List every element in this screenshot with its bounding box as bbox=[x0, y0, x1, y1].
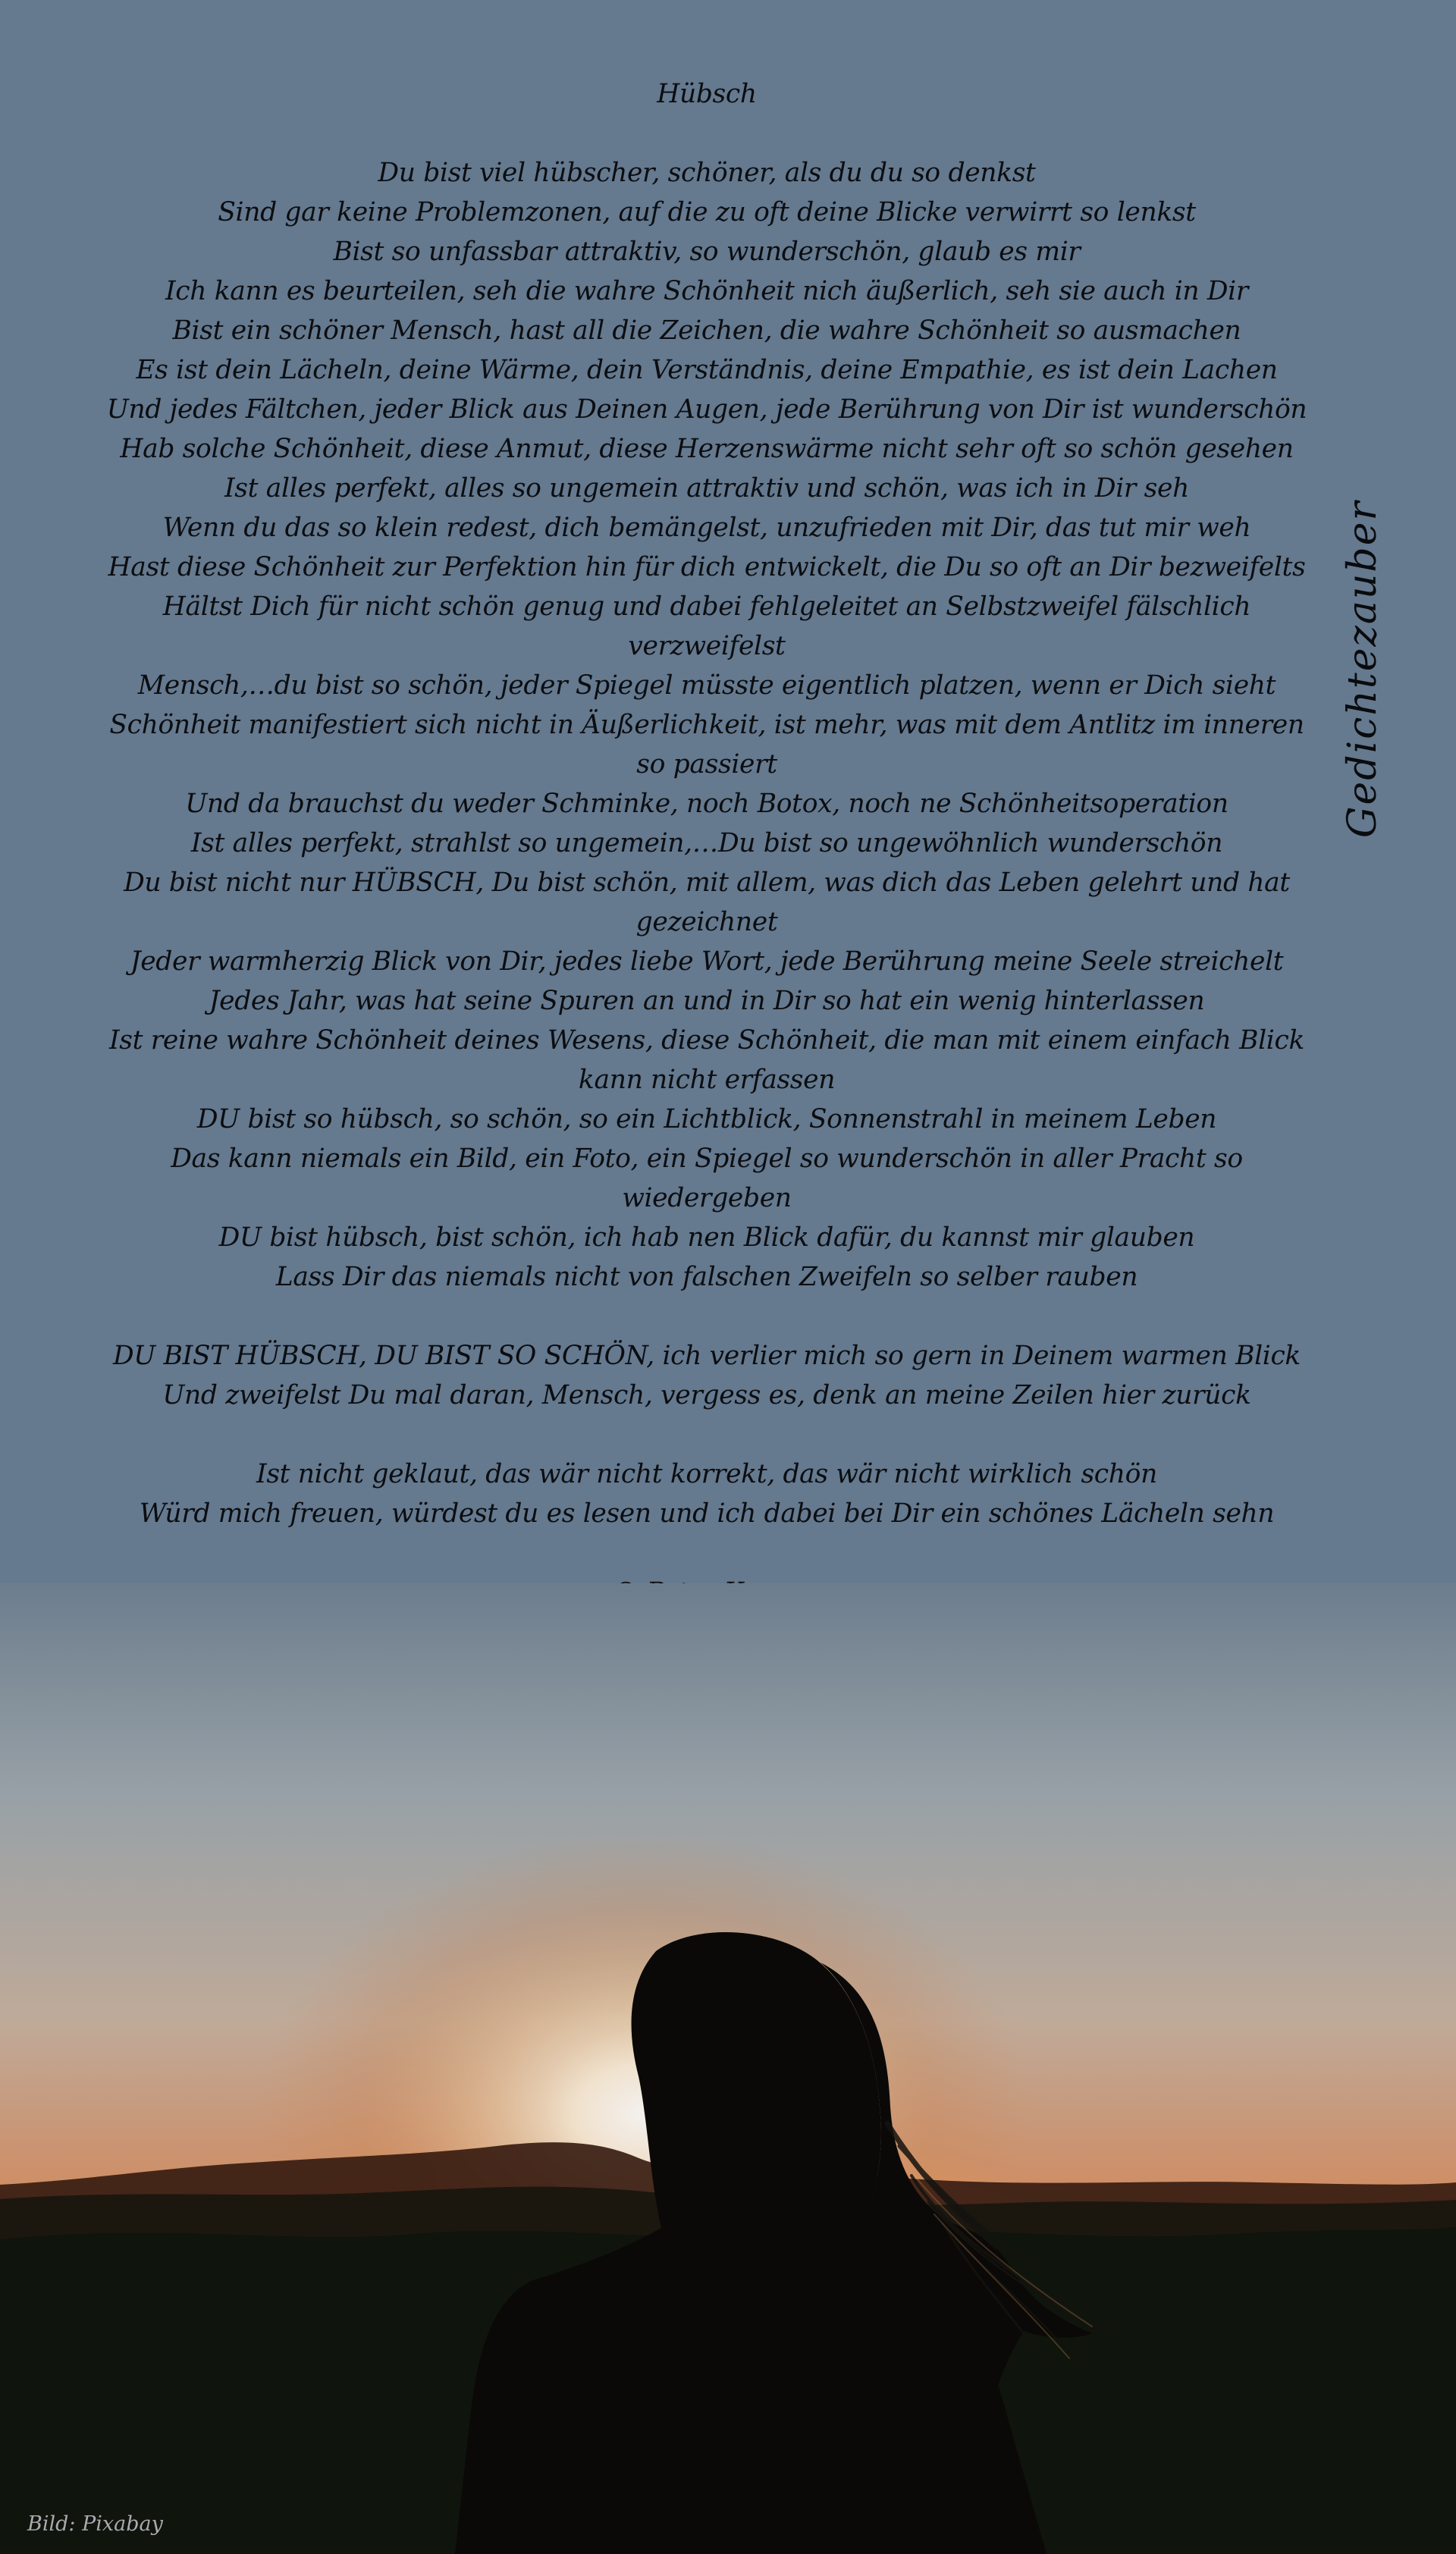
poem-line: Und da brauchst du weder Schminke, noch Botox, noch ne Schönheitsoperation bbox=[185, 789, 1228, 819]
poem-line: Es ist dein Lächeln, deine Wärme, dein Verständnis, deine Empathie, es ist dein Lachen bbox=[136, 355, 1278, 385]
poem-line: Bist so unfassbar attraktiv, so wunderschön, glaub es mir bbox=[333, 237, 1081, 267]
poem-line: Hab solche Schönheit, diese Anmut, diese Herzenswärme nicht sehr oft so schön gesehen bbox=[120, 434, 1294, 464]
poem-stanza bbox=[106, 153, 1307, 1297]
poem-line: Ist alles perfekt, strahlst so ungemein,…Du bist so ungewöhnlich wunderschön bbox=[190, 828, 1223, 858]
poem-line: Du bist viel hübscher, schöner, als du du so denkst bbox=[378, 158, 1036, 188]
poem-line: Ich kann es beurteilen, seh die wahre Schönheit nich äußerlich, seh sie auch in Dir bbox=[165, 276, 1249, 306]
poem-line: Lass Dir das niemals nicht von falschen Zweifeln so selber rauben bbox=[275, 1262, 1138, 1292]
sunset-silhouette-illustration bbox=[0, 1583, 1456, 2554]
poem-stanza bbox=[106, 1336, 1307, 1415]
poem-line: Das kann niemals ein Bild, ein Foto, ein Spiegel so wunderschön in aller Pracht so wiedergeben bbox=[171, 1144, 1243, 1213]
poem-line: Hältst Dich für nicht schön genug und dabei fehlgeleitet an Selbstzweifel fälschlich verzweifelst bbox=[162, 591, 1251, 661]
poem-stanza bbox=[106, 1454, 1307, 1533]
photo-credit: Bild: Pixabay bbox=[27, 2512, 163, 2536]
poem-line: Ist reine wahre Schönheit deines Wesens, diese Schönheit, die man mit einem einfach Blick kann nicht erfassen bbox=[108, 1025, 1305, 1095]
poem-line: Und zweifelst Du mal daran, Mensch, vergess es, denk an meine Zeilen hier zurück bbox=[162, 1380, 1251, 1410]
poem-line: Jeder warmherzig Blick von Dir, jedes liebe Wort, jede Berührung meine Seele streichelt bbox=[130, 946, 1284, 977]
poem-stanzas bbox=[106, 153, 1307, 1533]
poem-line: Schönheit manifestiert sich nicht in Äußerlichkeit, ist mehr, was mit dem Antlitz im inneren so passiert bbox=[109, 710, 1304, 780]
poem-title: Hübsch bbox=[657, 79, 757, 109]
poem-text bbox=[106, 74, 1307, 1612]
poem-line: Sind gar keine Problemzonen, auf die zu oft deine Blicke verwirrt so lenkst bbox=[218, 197, 1196, 227]
poem-line: Du bist nicht nur HÜBSCH, Du bist schön, mit allem, was dich das Leben gelehrt und hat gezeichnet bbox=[124, 868, 1290, 937]
poem-line: DU BIST HÜBSCH, DU BIST SO SCHÖN, ich verlier mich so gern in Deinem warmen Blick bbox=[113, 1341, 1301, 1371]
poem-line: Mensch,…du bist so schön, jeder Spiegel müsste eigentlich platzen, wenn er Dich sieht bbox=[137, 670, 1276, 701]
poem-line: DU bist hübsch, bist schön, ich hab nen Blick dafür, du kannst mir glauben bbox=[218, 1222, 1195, 1253]
poem-line: Ist alles perfekt, alles so ungemein attraktiv und schön, was ich in Dir seh bbox=[224, 473, 1189, 504]
poem-line: Und jedes Fältchen, jeder Blick aus Deinen Augen, jede Berührung von Dir ist wunderschön bbox=[106, 394, 1307, 425]
poem-line: Hast diese Schönheit zur Perfektion hin für dich entwickelt, die Du so oft an Dir bezweifelts bbox=[108, 552, 1306, 582]
poem-line: Ist nicht geklaut, das wär nicht korrekt, das wär nicht wirklich schön bbox=[256, 1459, 1157, 1489]
signature-logo: Gedichtezauber bbox=[1340, 500, 1385, 838]
poem-line: Würd mich freuen, würdest du es lesen und ich dabei bei Dir ein schönes Lächeln sehn bbox=[139, 1498, 1275, 1529]
poem-line: Jedes Jahr, was hat seine Spuren an und in Dir so hat ein wenig hinterlassen bbox=[209, 986, 1205, 1016]
poem-line: Wenn du das so klein redest, dich bemängelst, unzufrieden mit Dir, das tut mir weh bbox=[162, 513, 1251, 543]
poem-line: Bist ein schöner Mensch, hast all die Zeichen, die wahre Schönheit so ausmachen bbox=[172, 315, 1241, 346]
poem-line: DU bist so hübsch, so schön, so ein Lichtblick, Sonnenstrahl in meinem Leben bbox=[196, 1104, 1217, 1134]
sunset-photo bbox=[0, 1583, 1456, 2554]
